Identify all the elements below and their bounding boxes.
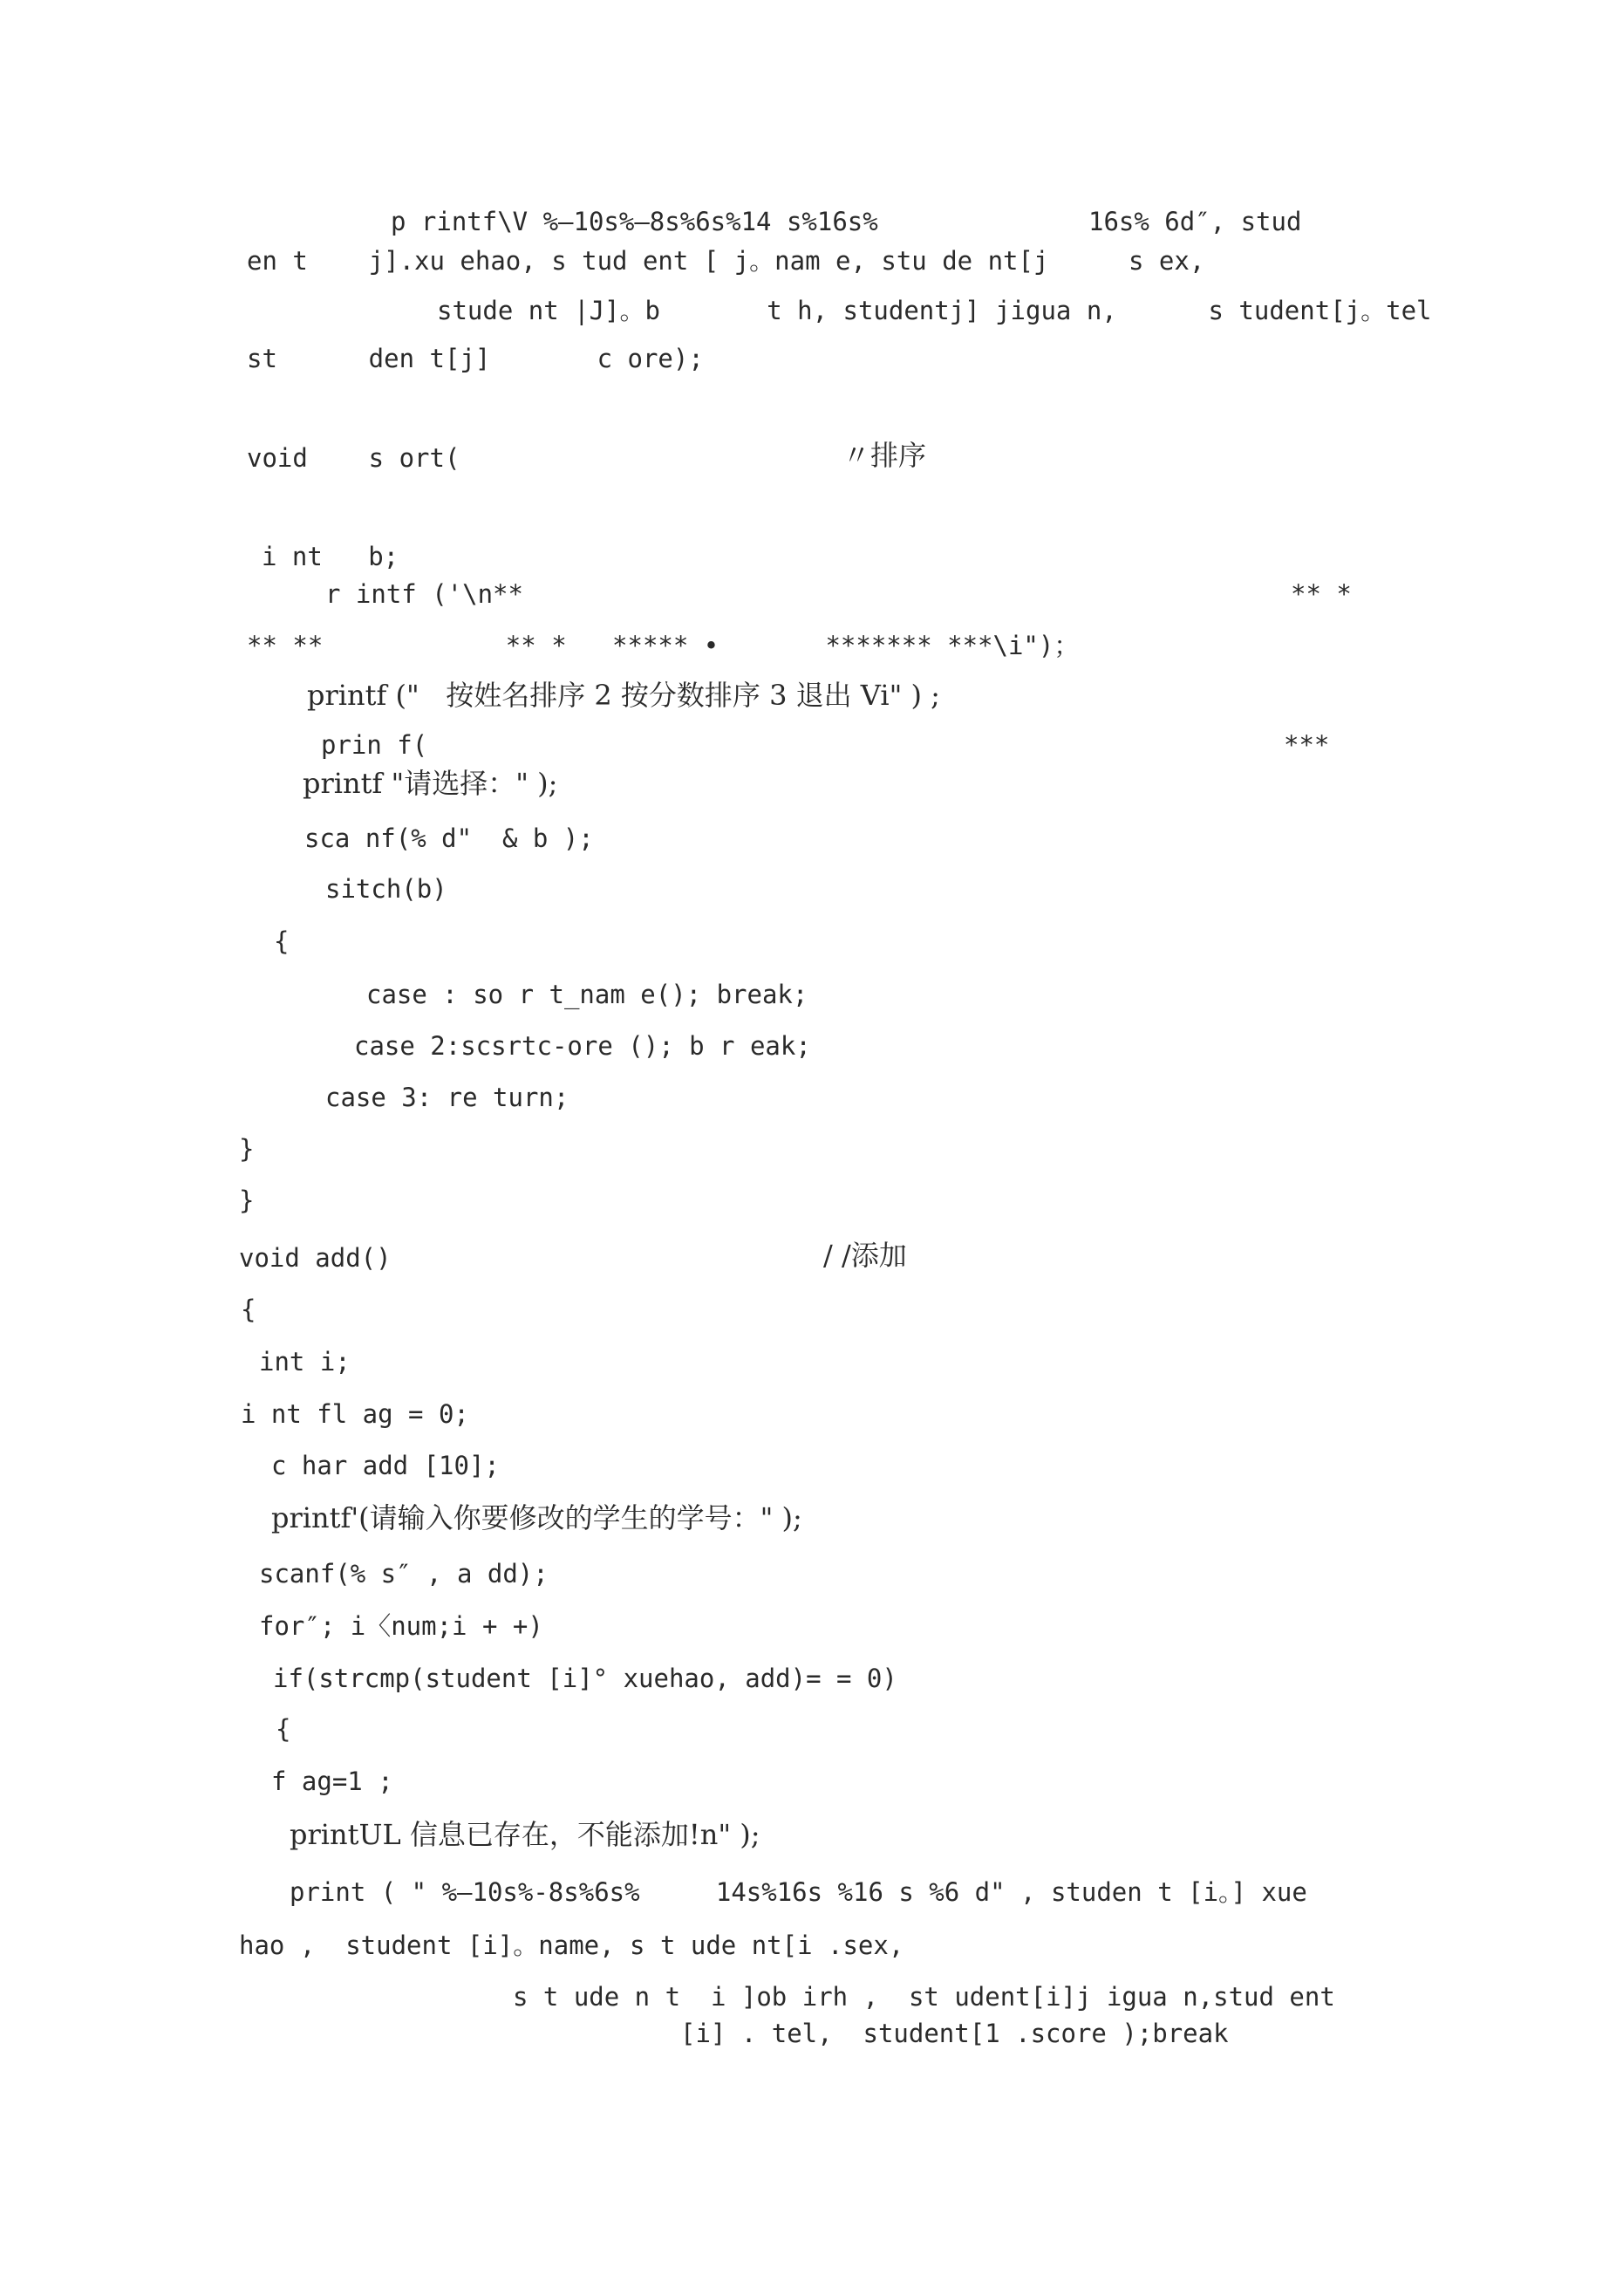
code-line: printUL 信息已存在，不能添加!n" ); (290, 1818, 760, 1851)
code-line: printf (" 按姓名排序 2 按分数排序 3 退出 Vi" ) ; (307, 679, 940, 712)
code-line: case : so r t_nam e(); break; (366, 980, 808, 1009)
code-line: ** ** ** * ***** • ******* ***\i")； (247, 631, 1080, 660)
code-line: scanf(% s″ , a dd); (259, 1559, 549, 1589)
code-line: void add() (239, 1243, 392, 1273)
code-line: stude nt |J]。b t h, studentj] jigua n, s tudent[j。tel (437, 296, 1432, 325)
code-line: [i] . tel, student[1 .score );break (680, 2019, 1229, 2048)
code-line: f ag=1 ; (271, 1766, 393, 1796)
code-line: if(strcmp(student [i]° xuehao, add)= = 0) (273, 1664, 897, 1693)
code-line: prin f( (321, 730, 428, 760)
code-line: sca nf(% d" & b ); (304, 823, 594, 853)
code-line: 16s% 6d″, stud (1088, 207, 1302, 236)
code-line: s ex, (1129, 246, 1205, 276)
code-line: } (239, 1186, 255, 1215)
code-line: case 2:scsrtc-ore (); b r eak; (354, 1031, 811, 1061)
code-line: r intf ('\n** (325, 579, 523, 609)
code-line: } (239, 1134, 255, 1164)
code-line: printf "请选择：" ); (303, 767, 558, 800)
code-line: ** * (1291, 579, 1352, 609)
code-line: *** (1284, 730, 1330, 760)
code-line: hao , student [i]。name, s t ude nt[i .sex, (239, 1930, 904, 1960)
code-line: void s ort( (247, 443, 460, 473)
code-line: c har add [10]; (271, 1451, 500, 1480)
code-line: case 3: re turn; (325, 1083, 569, 1112)
code-line: print ( " %—10s%-8s%6s% 14s%16s %16 s %6 d" , studen t [i。] xue (290, 1877, 1307, 1907)
code-line: printf'(请输入你要修改的学生的学号：" ); (271, 1501, 802, 1534)
code-line: for″; i〈num;i + +) (259, 1611, 543, 1641)
code-line: s t ude n t i ]ob irh , st udent[i]j igua n,stud ent (513, 1982, 1335, 2012)
code-line: p rintf\V %—10s%—8s%6s%14 s%16s% (391, 207, 878, 236)
code-line: { (241, 1295, 256, 1324)
code-line: i nt fl ag = 0; (241, 1399, 469, 1429)
code-comment: 〃排序 (842, 439, 927, 472)
code-line: { (274, 926, 290, 956)
code-line: { (276, 1714, 291, 1744)
code-line: en t j].xu ehao, s tud ent [ j。nam e, stu de nt[j (247, 246, 1049, 276)
code-line: sitch(b) (325, 874, 447, 904)
code-line: st den t[j] c ore); (247, 344, 704, 373)
code-comment: / /添加 (823, 1239, 907, 1272)
code-line: int i; (259, 1347, 351, 1377)
code-line: i nt b; (262, 542, 399, 571)
